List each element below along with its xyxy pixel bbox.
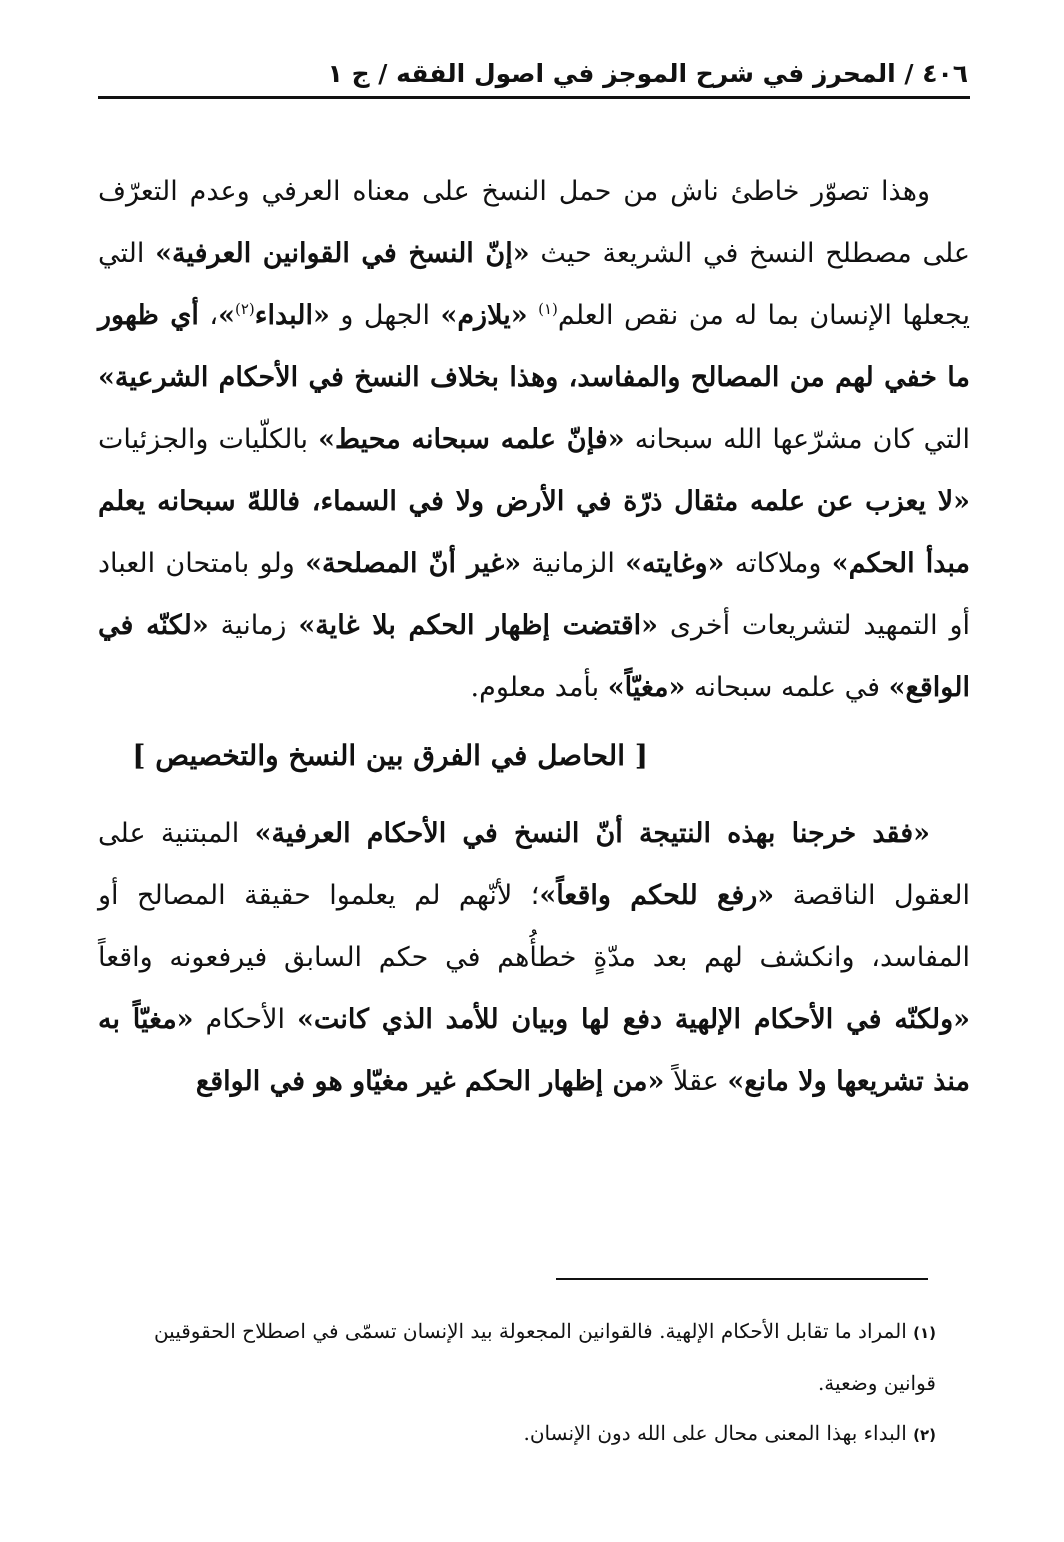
paragraph-1: [98, 161, 970, 719]
text-run: بأمد معلوم.: [470, 672, 608, 703]
footnote-1: [96, 1306, 936, 1408]
quoted-phrase: »: [218, 300, 235, 331]
text-run: التي كان مشرّعها الله سبحانه: [624, 424, 970, 455]
quoted-phrase: «لا يعزب عن علمه مثقال ذرّة في الأرض ولا في السماء، فاللهّ سبحانه يعلم مبدأ الحكم»: [98, 486, 970, 579]
text-run: الجهل و: [329, 300, 441, 331]
quoted-phrase: «يلازم»: [440, 300, 528, 331]
text-run: في علمه سبحانه: [685, 672, 889, 703]
main-text: [98, 161, 970, 719]
text-run: الزمانية: [521, 548, 626, 579]
quoted-phrase: «فإنّ علمه سبحانه محيط»: [318, 424, 625, 455]
quoted-phrase: «مغيّاً به منذ تشريعها ولا مانع»: [98, 1004, 970, 1097]
running-title: ٤٠٦ / المحرز في شرح الموجز في اصول الفقه / ج ١: [327, 59, 968, 88]
header-rule: [98, 96, 970, 99]
footnote-marker: (٢): [913, 1426, 936, 1444]
footnote-marker: (١): [913, 1324, 936, 1342]
quoted-phrase: «لكنّه في الواقع»: [98, 610, 970, 703]
text-run: زمانية: [208, 610, 299, 641]
text-run: ؛ لأنّهم لم يعلموا حقيقة المصالح أو المفاسد، وانكشف لهم بعد مدّةٍ خطأُهم في حكم السابق فيرفعونه واقعاً: [98, 880, 970, 973]
quoted-phrase: «رفع للحكم واقعاً»: [539, 880, 775, 911]
quoted-phrase: «غير أنّ المصلحة»: [305, 548, 522, 579]
footnote-ref-1: (١): [538, 300, 558, 318]
quoted-phrase: «من إظهار الحكم غير مغيّاو هو في الواقع: [195, 1066, 665, 1097]
quoted-phrase: «مغيّاً»: [607, 672, 686, 703]
quoted-phrase: «وغايته»: [625, 548, 725, 579]
text-run: [528, 300, 539, 331]
paragraph-2: [98, 803, 970, 1113]
section-heading: [ الحاصل في الفرق بين النسخ والتخصيص ]: [132, 739, 648, 772]
text-run: ،: [198, 300, 219, 331]
text-run: وملاكاته: [724, 548, 832, 579]
quoted-phrase: «اقتضت إظهار الحكم بلا غاية»: [298, 610, 658, 641]
footnotes: [96, 1306, 936, 1460]
footnote-separator: [556, 1278, 928, 1280]
footnote-ref-2: (٢): [234, 300, 255, 318]
quoted-phrase: «فقد خرجنا بهذه النتيجة أنّ النسخ في الأحكام العرفية»: [254, 818, 930, 849]
footnote-text: المراد ما تقابل الأحكام الإلهية. فالقوانين المجعولة بيد الإنسان تسمّى في اصطلاح الحقوقيين قوانين وضعية.: [153, 1319, 936, 1395]
text-run: وهذا تصوّر خاطئ ناش من حمل النسخ على معناه العرفي وعدم التعرّف على مصطلح النسخ في الشريعة حيث: [98, 176, 970, 269]
quoted-phrase: «إنّ النسخ في القوانين العرفية»: [155, 238, 530, 269]
text-run: الأحكام: [193, 1004, 297, 1035]
footnote-2: [96, 1408, 936, 1460]
quoted-phrase: «البداء: [254, 300, 330, 331]
quoted-phrase: «ولكنّه في الأحكام الإلهية دفع لها وبيان للأمد الذي كانت»: [297, 1004, 971, 1035]
footnote-text: البداء بهذا المعنى محال على الله دون الإنسان.: [523, 1421, 914, 1445]
main-text-continued: [98, 803, 970, 1113]
text-run: ولو بامتحان العباد أو التمهيد لتشريعات أخرى: [98, 548, 970, 641]
quoted-phrase: أي ظهور ما خفي لهم من المصالح والمفاسد، وهذا بخلاف النسخ في الأحكام الشرعية»: [98, 300, 970, 393]
text-run: التي يجعلها الإنسان بما له من نقص العلم: [98, 238, 970, 331]
text-run: عقلاً: [664, 1066, 728, 1097]
text-run: المبتنية على العقول الناقصة: [98, 818, 971, 911]
running-header: [98, 52, 970, 96]
book-page: [98, 52, 970, 1113]
text-run: بالكلّيات والجزئيات: [98, 424, 319, 455]
